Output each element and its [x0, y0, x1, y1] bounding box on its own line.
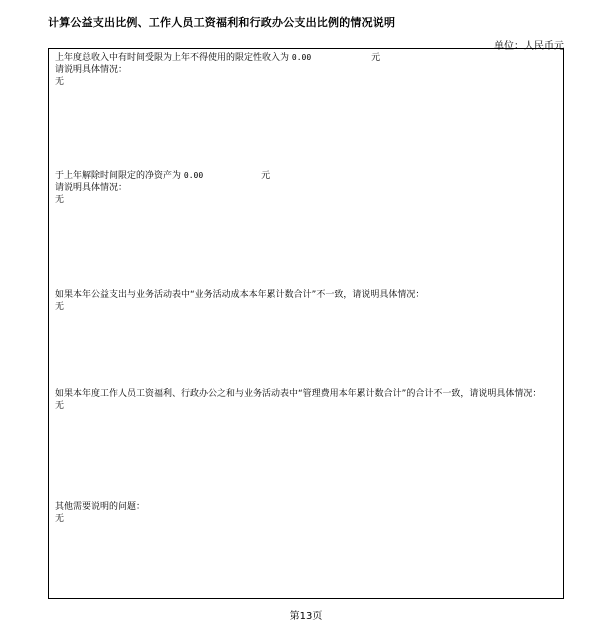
restricted-income-lead: 上年度总收入中有时间受限为上年不得使用的限定性收入为 [55, 53, 290, 63]
restricted-income-answer: 无 [55, 77, 65, 87]
section-released-net-assets [55, 170, 557, 206]
page-title: 计算公益支出比例、工作人员工资福利和行政办公支出比例的情况说明 [48, 16, 396, 29]
released-net-assets-line [55, 170, 557, 182]
section-restricted-income [55, 52, 557, 88]
explanation-box [48, 48, 564, 599]
released-net-assets-answer: 无 [55, 195, 65, 205]
released-net-assets-prompt: 请说明具体情况： [55, 183, 128, 193]
staff-admin-question: 如果本年度工作人员工资福利、行政办公之和与业务活动表中“管理费用本年累计数合计”的合计不一致，请说明具体情况： [55, 389, 542, 399]
restricted-income-prompt: 请说明具体情况： [55, 65, 128, 75]
other-issues-question: 其他需要说明的问题： [55, 502, 146, 512]
released-net-assets-amount: 0.00 [183, 171, 204, 180]
released-net-assets-lead: 于上年解除时间限定的净资产为 [55, 171, 182, 181]
restricted-income-line [55, 52, 557, 64]
staff-admin-answer: 无 [55, 401, 65, 411]
public-welfare-question: 如果本年公益支出与业务活动表中“业务活动成本本年累计数合计”不一致，请说明具体情况： [55, 290, 425, 300]
released-net-assets-currency: 元 [261, 171, 271, 181]
other-issues-answer: 无 [55, 514, 65, 524]
restricted-income-currency: 元 [371, 53, 381, 63]
public-welfare-answer: 无 [55, 302, 65, 312]
restricted-income-amount: 0.00 [291, 53, 312, 62]
page-number: 第13页 [289, 611, 323, 622]
section-public-welfare-expense [55, 289, 557, 313]
section-other-issues [55, 501, 557, 525]
unit-label: 单位：人民币元 [494, 41, 564, 52]
section-staff-admin-expense [55, 388, 557, 412]
